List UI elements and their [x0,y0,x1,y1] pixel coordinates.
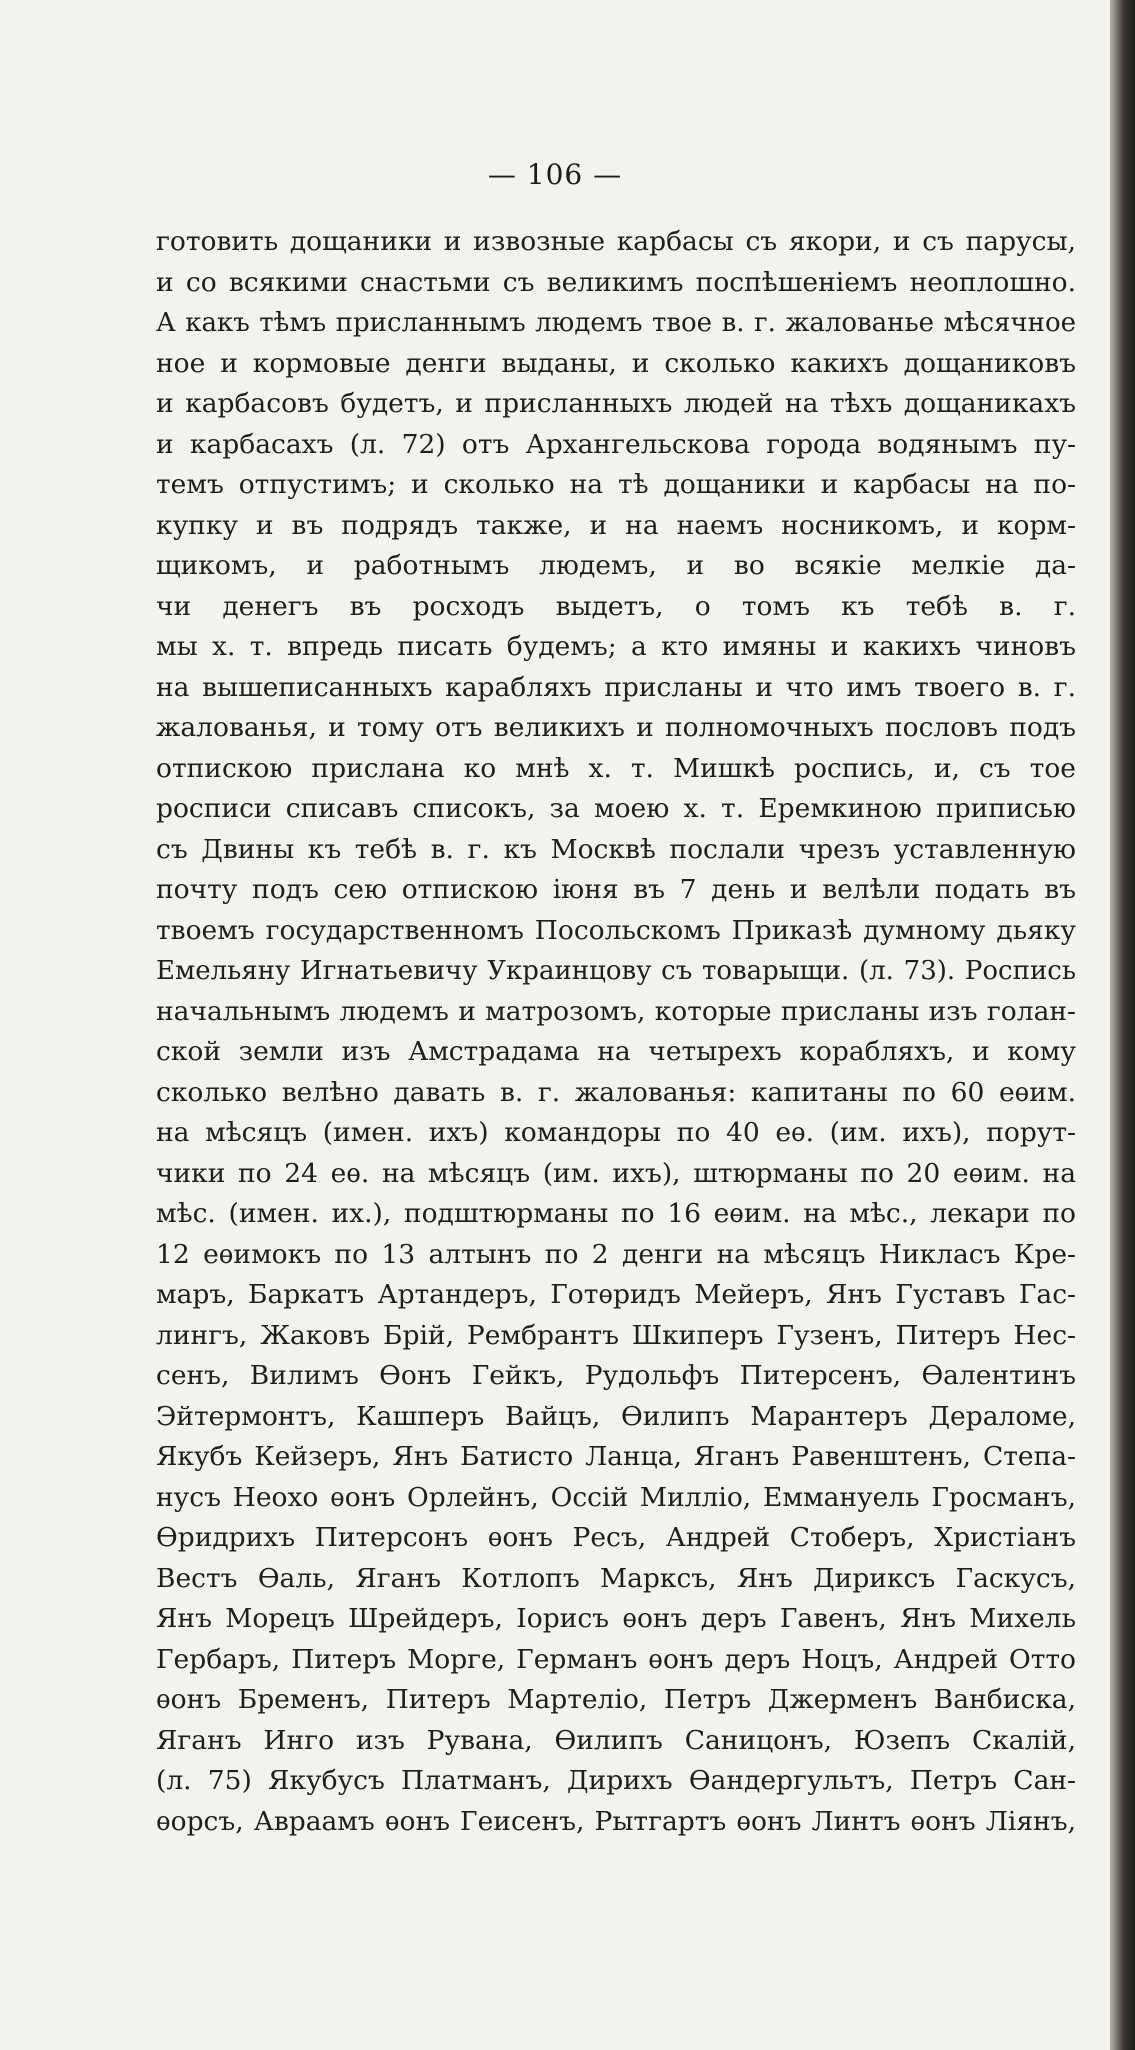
text-line: начальнымъ людемъ и матрозомъ, которые присланы изъ голан- [156,995,1076,1027]
text-line: маръ, Баркатъ Артандеръ, Готѳридъ Мейеръ, Янъ Густавъ Гас- [156,1279,1076,1310]
text-line: и со всякими снастьми съ великимъ поспѣшенiемъ неоплошно. [156,266,1076,298]
text-line: Емельяну Игнатьевичу Украинцову съ товарыщи. (л. 73). Роспись [156,956,1076,986]
text-line: лингъ, Жаковъ Брiй, Рембрантъ Шкиперъ Гузенъ, Питеръ Нес- [156,1319,1076,1351]
text-line: почту подъ сею отпискою iюня въ 7 день и велѣли подать въ [156,874,1076,905]
text-line: ѳонъ Бременъ, Питеръ Мартелiо, Петръ Джерменъ Ванбиска, [156,1684,1076,1715]
text-line: Вестъ Ѳаль, Яганъ Котлопъ Марксъ, Янъ Дириксъ Гаскусъ, [156,1562,1076,1594]
text-line: нусъ Неохо ѳонъ Орлейнъ, Оссiй Миллiо, Еммануель Гросманъ, [156,1481,1076,1513]
text-line: росписи списавъ списокъ, за моею х. т. Еремкиною приписью [156,793,1076,824]
text-line: чики по 24 еѳ. на мѣсяцъ (им. ихъ), штюрманы по 20 еѳим. на [156,1157,1076,1189]
text-line: Янъ Морецъ Шрейдеръ, Iорисъ ѳонъ деръ Гавенъ, Янъ Михель [156,1603,1076,1634]
text-line: чи денегъ въ росходъ выдетъ, о томъ къ тебѣ в. г. [156,590,1076,622]
body-text [156,222,1076,1842]
text-line: и карбасахъ (л. 72) отъ Архангельскова города водянымъ пу- [156,428,1076,460]
text-line: и карбасовъ будетъ, и присланныхъ людей на тѣхъ дощаникахъ [156,388,1076,419]
text-line: темъ отпустимъ; и сколько на тѣ дощаники и карбасы на по- [156,469,1076,500]
text-line: на мѣсяцъ (имен. ихъ) командоры по 40 еѳ. (им. ихъ), порут- [156,1117,1076,1148]
text-line: мы х. т. впредь писать будемъ; а кто имяны и какихъ чиновъ [156,631,1076,662]
text-line: ное и кормовые денги выданы, и сколько какихъ дощаниковъ [156,347,1076,379]
text-line: на вышеписанныхъ карабляхъ присланы и что имъ твоего в. г. [156,671,1076,703]
book-spine-edge [1110,0,1135,2050]
text-line: щикомъ, и работнымъ людемъ, и во всякiе мелкiе да- [156,550,1076,581]
text-line: Ѳридрихъ Питерсонъ ѳонъ Ресъ, Андрей Стоберъ, Христiанъ [156,1522,1076,1553]
text-line: готовить дощаники и извозные карбасы съ якори, и съ парусы, [156,226,1076,257]
text-line: сколько велѣно давать в. г. жалованья: капитаны по 60 еѳим. [156,1076,1076,1108]
text-line: ской земли изъ Амстрадама на четырехъ корабляхъ, и кому [156,1036,1076,1067]
text-line: мѣс. (имен. их.), подштюрманы по 16 еѳим. на мѣс., лекари по [156,1198,1076,1229]
text-line: Якубъ Кейзеръ, Янъ Батисто Ланца, Яганъ Равенштенъ, Степа- [156,1441,1076,1472]
text-line: съ Двины къ тебѣ в. г. къ Москвѣ послали чрезъ уставленную [156,833,1076,865]
page-number: — 106 — [487,158,623,191]
text-line: (л. 75) Якубусъ Платманъ, Дирихъ Ѳандергультъ, Петръ Сан- [156,1765,1076,1796]
text-line: жалованья, и тому отъ великихъ и полномочныхъ пословъ подъ [156,712,1076,743]
text-line: отпискою прислана ко мнѣ х. т. Мишкѣ роспись, и, съ тое [156,752,1076,784]
text-line: Эйтермонтъ, Кашперъ Вайцъ, Ѳилипъ Марантеръ Дераломе, [156,1400,1076,1432]
text-line: Яганъ Инго изъ Рувана, Ѳилипъ Саницонъ, Юзепъ Скалiй, [156,1724,1076,1756]
text-line: А какъ тѣмъ присланнымъ людемъ твое в. г. жалованье мѣсячное [156,308,1076,338]
text-line: Гербаръ, Питеръ Морге, Германъ ѳонъ деръ Ноцъ, Андрей Отто [156,1643,1076,1675]
text-line: ѳорсъ, Авраамъ ѳонъ Геисенъ, Рытгартъ ѳонъ Линтъ ѳонъ Лiянъ, [156,1805,1076,1837]
text-line: 12 еѳимокъ по 13 алтынъ по 2 денги на мѣсяцъ Никласъ Кре- [156,1238,1076,1270]
text-line: твоемъ государственномъ Посольскомъ Приказѣ думному дьяку [156,914,1076,946]
text-line: сенъ, Вилимъ Ѳонъ Гейкъ, Рудольфъ Питерсенъ, Ѳалентинъ [156,1360,1076,1391]
text-line: купку и въ подрядъ также, и на наемъ носникомъ, и корм- [156,509,1076,541]
